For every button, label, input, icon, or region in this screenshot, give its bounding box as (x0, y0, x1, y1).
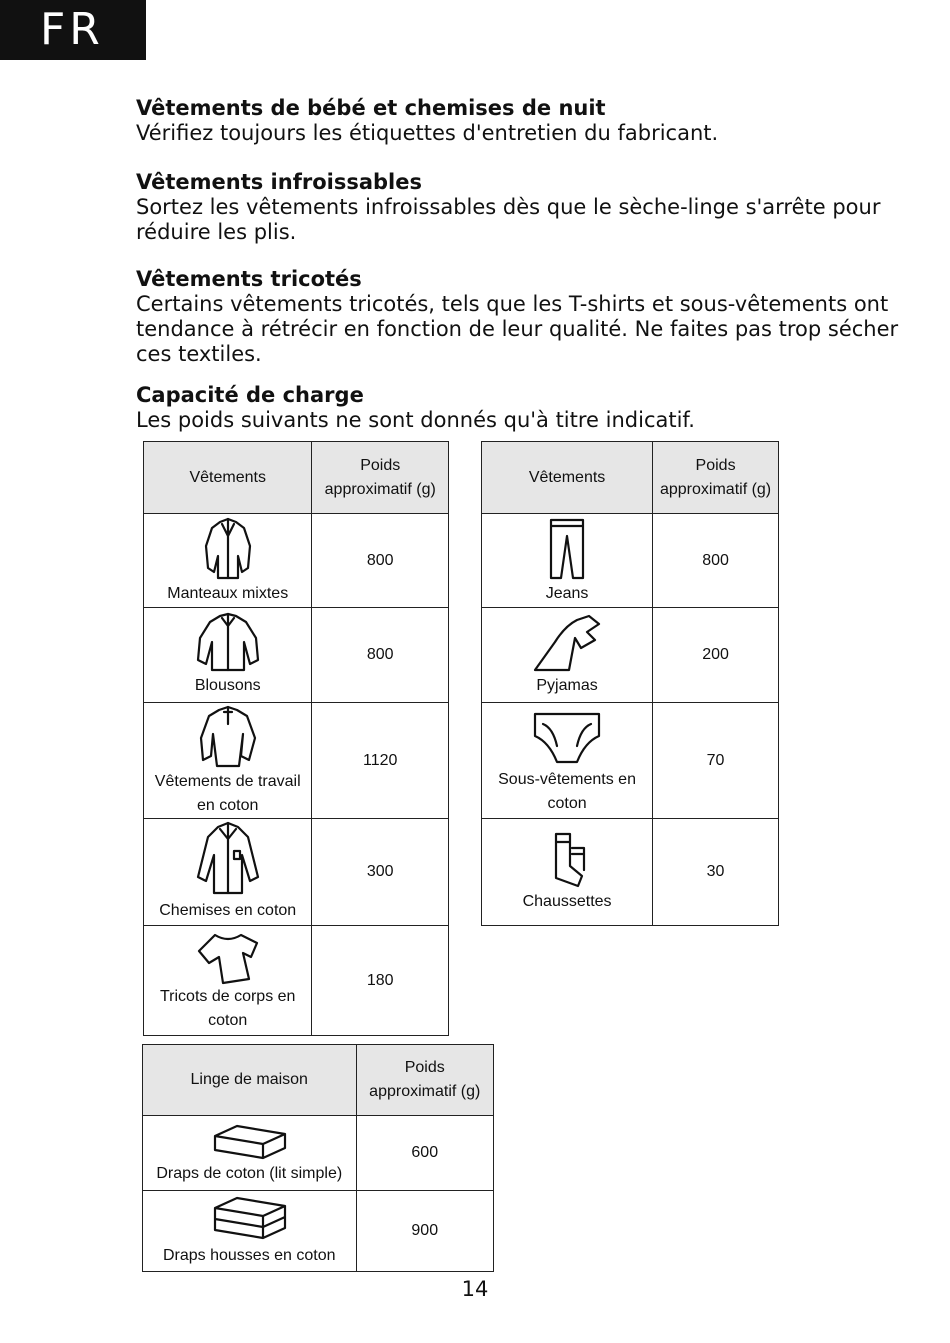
care-sections (136, 96, 936, 387)
table-row (143, 1116, 494, 1191)
column-header-weight: Poids approximatif (g) (653, 442, 779, 514)
section-title: Vêtements tricotés (136, 267, 362, 291)
item-label: Vêtements de travail en coton (154, 772, 301, 814)
page-number: 14 (461, 1277, 489, 1301)
weight-value: 800 (312, 608, 449, 703)
weight-value: 600 (356, 1116, 494, 1191)
column-header-item: Linge de maison (143, 1045, 357, 1116)
weight-value: 800 (312, 514, 449, 608)
weight-value: 30 (653, 819, 779, 926)
capacity-title: Capacité de charge (136, 383, 364, 407)
underwear-icon (529, 706, 605, 768)
table-row (482, 608, 779, 703)
section-body: Vérifiez toujours les étiquettes d'entretien du fabricant. (136, 121, 719, 145)
section-title: Vêtements de bébé et chemises de nuit (136, 96, 606, 120)
item-label: Tricots de corps en coton (159, 987, 296, 1029)
undershirt-icon (193, 929, 263, 985)
column-header-item: Vêtements (144, 442, 312, 514)
table-row (144, 514, 449, 608)
column-header-weight: Poids approximatif (g) (356, 1045, 494, 1116)
table-row (482, 819, 779, 926)
weight-value: 900 (356, 1191, 494, 1272)
item-label: Draps de coton (lit simple) (156, 1165, 343, 1182)
table-row (143, 1191, 494, 1272)
table-row (144, 819, 449, 926)
table-row (144, 608, 449, 703)
weight-value: 180 (312, 926, 449, 1036)
pyjamas-icon (529, 612, 605, 674)
section-wrinkle-free (136, 170, 936, 245)
table-row (482, 514, 779, 608)
language-tab: FR (0, 0, 146, 60)
item-label: Draps housses en coton (162, 1247, 336, 1264)
column-header-item: Vêtements (482, 442, 653, 514)
item-label: Chemises en coton (159, 902, 297, 919)
clothes-weight-table-left (143, 441, 449, 1036)
section-title: Vêtements infroissables (136, 170, 422, 194)
item-label: Sous-vêtements en coton (498, 770, 636, 812)
item-label: Pyjamas (536, 677, 598, 694)
weight-value: 70 (653, 703, 779, 819)
section-body: Sortez les vêtements infroissables dès que le sèche-linge s'arrête pour réduire les plis. (136, 195, 881, 244)
item-label: Chaussettes (522, 893, 612, 910)
table-row (144, 703, 449, 819)
sheet-icon (207, 1120, 291, 1162)
section-baby-clothes (136, 96, 936, 146)
fitted-sheet-icon (207, 1194, 291, 1244)
household-linen-weight-table (142, 1044, 494, 1272)
table-row (144, 926, 449, 1036)
item-label: Manteaux mixtes (167, 584, 289, 602)
item-label: Jeans (545, 584, 589, 602)
capacity-body: Les poids suivants ne sont donnés qu'à titre indicatif. (136, 408, 695, 432)
jeans-icon (545, 516, 589, 582)
section-knitted (136, 267, 936, 367)
weight-value: 1120 (312, 703, 449, 819)
shirt-icon (190, 821, 266, 899)
coat-icon (198, 516, 258, 582)
table-row (482, 703, 779, 819)
socks-icon (542, 830, 592, 890)
jacket-icon (190, 612, 266, 674)
workwear-icon (193, 704, 263, 770)
clothes-weight-table-right (481, 441, 779, 926)
weight-value: 200 (653, 608, 779, 703)
item-label: Blousons (194, 677, 261, 694)
weight-value: 800 (653, 514, 779, 608)
section-body: Certains vêtements tricotés, tels que les T-shirts et sous-vêtements ont tendance à rétrécir en fonction de leur qualité. Ne faites pas trop sécher ces textiles. (136, 292, 899, 366)
weight-value: 300 (312, 819, 449, 926)
column-header-weight: Poids approximatif (g) (312, 442, 449, 514)
